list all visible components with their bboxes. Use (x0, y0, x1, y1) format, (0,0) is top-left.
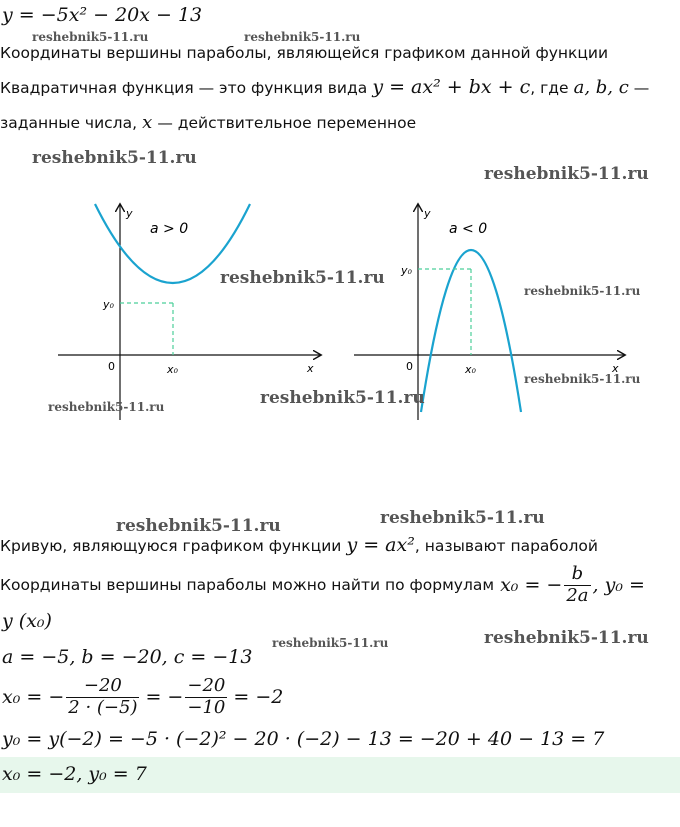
y0-label: y₀ (401, 264, 412, 277)
y0-label: y₀ (103, 298, 114, 311)
denominator: 2a (566, 584, 589, 606)
quadratic-formula: y = ax² + bx + c (372, 76, 531, 98)
variable-x: x (142, 112, 153, 133)
parabola-definition (0, 534, 598, 556)
definition-text: Квадратичная функция — это функция вида (0, 79, 368, 97)
body-text: Координаты вершины параболы можно найти по формулам (0, 576, 495, 594)
body-text: , называют параболой (414, 537, 598, 555)
denominator: 2 · (−5) (68, 696, 138, 718)
watermark: reshebnik5-11.ru (272, 636, 389, 650)
watermark: reshebnik5-11.ru (484, 628, 649, 648)
origin-label: 0 (108, 360, 115, 373)
condition-label: a < 0 (449, 221, 488, 237)
fraction (66, 676, 139, 718)
fraction-b-over-2a (564, 564, 590, 606)
definition-text: — действительное переменное (157, 114, 417, 132)
watermark: reshebnik5-11.ru (244, 30, 361, 44)
denominator: −10 (187, 696, 226, 718)
body-text: Кривую, являющуюся графиком функции (0, 537, 342, 555)
parabola-down (421, 250, 521, 412)
y0-formula: , y₀ = (592, 574, 645, 596)
x0-formula: x₀ = − (500, 574, 563, 596)
vertex-formula-cont: y (x₀) (2, 610, 52, 632)
x0-calc-text: = − (145, 686, 184, 708)
numerator: −20 (66, 676, 139, 698)
y-axis-label: y (424, 207, 431, 220)
x0-calc-text: x₀ = − (2, 686, 65, 708)
watermark: reshebnik5-11.ru (220, 268, 385, 288)
watermark: reshebnik5-11.ru (32, 30, 149, 44)
answer-box (0, 757, 680, 793)
watermark: reshebnik5-11.ru (32, 148, 197, 168)
function-heading: y = −5x² − 20x − 13 (2, 4, 203, 26)
watermark: reshebnik5-11.ru (48, 400, 165, 414)
numerator: −20 (187, 674, 226, 696)
definition-text: , где (530, 79, 569, 97)
parabola-graphs (0, 180, 680, 480)
definition-text: — (628, 79, 650, 97)
x-axis-label: x (612, 362, 619, 375)
x0-calculation (2, 670, 283, 724)
task-statement: Координаты вершины параболы, являющейся графиком данной функции (0, 44, 609, 62)
y-axis-label: y (126, 207, 133, 220)
condition-label: a > 0 (150, 221, 189, 237)
vertex-formula-line (0, 560, 645, 610)
parabola-formula: y = ax² (346, 534, 415, 556)
definition-text: заданные числа, (0, 114, 138, 132)
answer-text: x₀ = −2, y₀ = 7 (2, 763, 147, 785)
coefficients: a = −5, b = −20, c = −13 (2, 646, 253, 668)
y0-calculation: y₀ = y(−2) = −5 · (−2)² − 20 · (−2) − 13 = −20 + 40 − 13 = 7 (2, 728, 605, 750)
watermark: reshebnik5-11.ru (260, 388, 425, 408)
x0-label: x₀ (465, 363, 476, 376)
watermark: reshebnik5-11.ru (524, 284, 641, 298)
watermark: reshebnik5-11.ru (524, 372, 641, 386)
numerator: b (564, 564, 590, 586)
watermark: reshebnik5-11.ru (116, 516, 281, 536)
definition-line-2 (0, 112, 416, 133)
origin-label: 0 (406, 360, 413, 373)
x0-label: x₀ (167, 363, 178, 376)
fraction (185, 676, 227, 718)
x0-calc-text: = −2 (233, 686, 284, 708)
x-axis-label: x (307, 362, 314, 375)
coefficient-vars: a, b, c (573, 77, 629, 98)
watermark: reshebnik5-11.ru (484, 164, 649, 184)
definition-line-1 (0, 76, 649, 98)
watermark: reshebnik5-11.ru (380, 508, 545, 528)
